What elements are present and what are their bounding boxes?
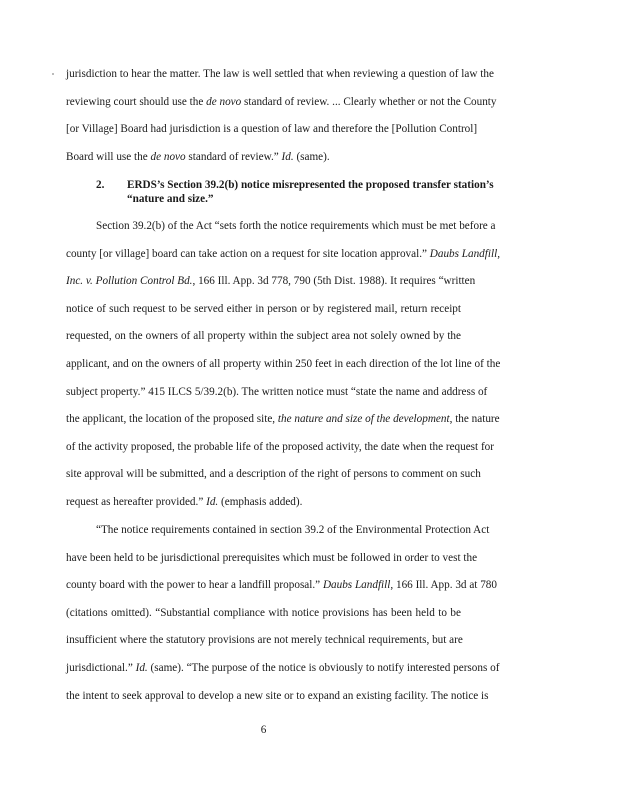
text-run: notice of such request to be served either in person or by registered mail, return receipt xyxy=(66,302,461,315)
italic-text: de novo xyxy=(150,150,186,163)
paragraph1-line xyxy=(66,67,494,81)
text-run: reviewing court should use the xyxy=(66,95,207,108)
paragraph2-line xyxy=(66,274,476,288)
heading-number: 2. xyxy=(96,179,105,191)
paragraph3-line xyxy=(66,606,461,620)
text-run: insufficient where the statutory provisions are not merely technical requirements, but are xyxy=(66,634,463,647)
text-run: requested, on the owners of all property within the subject area not solely owned by the xyxy=(66,330,461,343)
italic-text: Inc. v. Pollution Control Bd. xyxy=(66,275,193,288)
paragraph2-line xyxy=(66,247,501,261)
scan-speck xyxy=(52,73,54,75)
italic-text: Daubs Landfill, xyxy=(429,247,501,260)
text-run: “The notice requirements contained in section 39.2 of the Environmental Protection Act xyxy=(96,524,490,536)
paragraph2-line xyxy=(66,357,501,371)
heading-line: “nature and size.” xyxy=(127,193,214,205)
text-run: county [or village] board can take action on a request for site location approval.” xyxy=(66,247,430,260)
paragraph2-line xyxy=(66,440,494,454)
text-run: standard of review. ... Clearly whether or not the County xyxy=(241,95,497,108)
page-number: 6 xyxy=(260,724,267,736)
text-run: (citations omitted). “Substantial compliance with notice provisions has been held to be xyxy=(66,606,461,619)
paragraph3-line xyxy=(66,551,478,565)
text-run: of the activity proposed, the probable life of the proposed activity, the date when the request for xyxy=(66,440,494,453)
text-run: county board with the power to hear a landfill proposal.” xyxy=(66,579,323,592)
paragraph3-line xyxy=(66,578,497,592)
paragraph2-line xyxy=(66,412,500,426)
text-run: request as hereafter provided.” xyxy=(66,496,207,508)
paragraph3-line xyxy=(66,689,489,703)
text-run: Section 39.2(b) of the Act “sets forth the notice requirements which must be met before a xyxy=(96,220,496,232)
text-run: subject property.” 415 ILCS 5/39.2(b). The written notice must “state the name and address of xyxy=(66,385,488,398)
paragraph2-line xyxy=(66,329,461,343)
text-run: , 166 Ill. App. 3d at 780 xyxy=(390,579,497,592)
paragraph2-line xyxy=(66,495,461,509)
text-run: site approval will be submitted, and a description of the right of persons to comment on such xyxy=(66,468,481,481)
paragraph2-line xyxy=(66,467,481,481)
paragraph1-line xyxy=(66,150,461,164)
paragraph2-line xyxy=(66,385,488,399)
text-run: the intent to seek approval to develop a new site or to expand an existing facility. The notice is xyxy=(66,689,489,702)
italic-text: the nature and size of the development xyxy=(277,413,450,426)
text-run: standard of review.” xyxy=(185,150,282,163)
heading-line: ERDS’s Section 39.2(b) notice misrepresented the proposed transfer station’s xyxy=(127,179,494,191)
text-run: Board will use the xyxy=(66,150,151,163)
text-run: have been held to be jurisdictional prerequisites which must be followed in order to vest the xyxy=(66,551,478,564)
text-run: , the nature xyxy=(449,413,500,426)
italic-text: Id. xyxy=(135,662,148,674)
text-run: jurisdictional.” xyxy=(66,662,136,674)
italic-text: Id. xyxy=(281,150,294,163)
paragraph2-line xyxy=(96,219,496,233)
paragraph1-line xyxy=(66,122,478,136)
paragraph3-line xyxy=(66,633,461,647)
paragraph3-line xyxy=(66,661,500,675)
text-run: jurisdiction to hear the matter. The law is well settled that when reviewing a question of law the xyxy=(66,68,494,80)
text-run: applicant, and on the owners of all property within 250 feet in each direction of the lot line of the xyxy=(66,358,501,370)
text-run: , 166 Ill. App. 3d 778, 790 (5th Dist. 1988). It requires “written xyxy=(192,275,476,288)
italic-text: Daubs Landfill xyxy=(322,579,391,592)
paragraph2-line xyxy=(66,302,461,316)
italic-text: de novo xyxy=(206,95,242,108)
paragraph1-line xyxy=(66,95,497,109)
italic-text: Id. xyxy=(206,496,219,508)
text-run: the applicant, the location of the proposed site, xyxy=(66,413,278,426)
paragraph3-line xyxy=(96,523,490,537)
text-run: (same). “The purpose of the notice is obviously to notify interested persons of xyxy=(147,662,500,674)
text-run: (same). xyxy=(293,150,330,163)
text-run: (emphasis added). xyxy=(218,496,303,508)
text-run: [or Village] Board had jurisdiction is a question of law and therefore the [Pollution Control] xyxy=(66,123,478,136)
